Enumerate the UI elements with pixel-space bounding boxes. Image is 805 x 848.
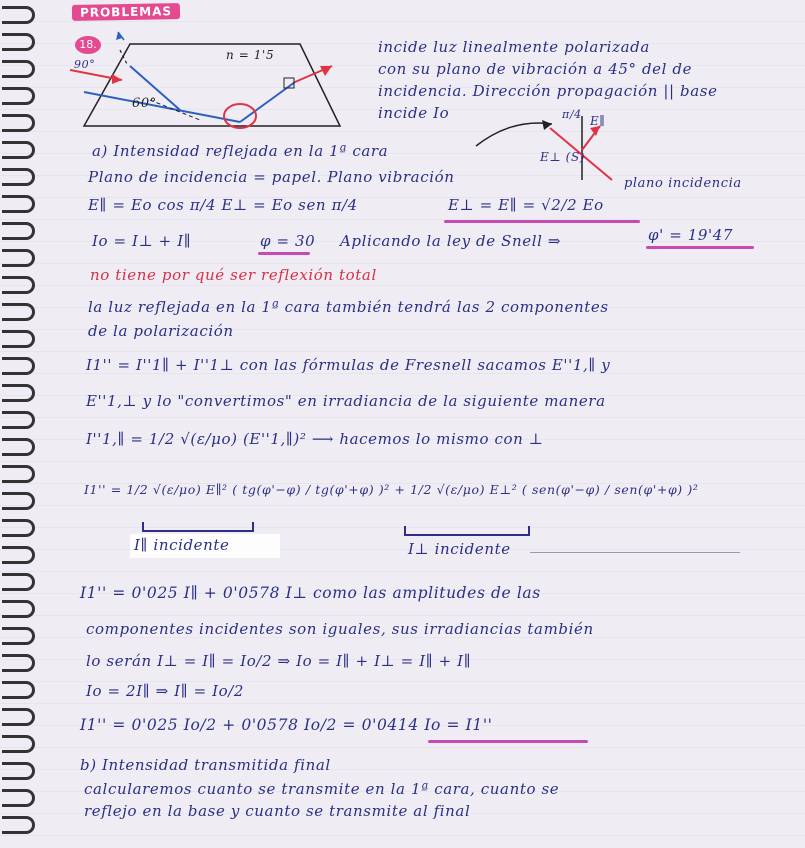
spiral-ring <box>2 33 35 51</box>
underline-phiprime <box>646 246 754 249</box>
line-plano: Plano de incidencia = papel. Plano vibración <box>88 168 455 186</box>
line-io-2: Io = 2I∥ ⇒ I∥ = Io/2 <box>86 682 245 700</box>
spiral-ring <box>2 438 35 456</box>
plano-label: plano incidencia <box>624 176 742 191</box>
spiral-ring <box>2 573 35 591</box>
bracket-par <box>142 522 254 532</box>
line-I1: I1'' = I''1∥ + I''1⊥ con las fórmulas de Fresnell sacamos E''1,∥ y <box>86 356 611 374</box>
spiral-ring <box>2 87 35 105</box>
intro-line-2: con su plano de vibración a 45° del de <box>378 60 693 78</box>
spiral-ring <box>2 654 35 672</box>
spiral-ring <box>2 168 35 186</box>
spiral-ring <box>2 681 35 699</box>
spiral-ring <box>2 789 35 807</box>
underline-phi <box>258 252 310 255</box>
line-b: b) Intensidad transmitida final <box>80 756 331 774</box>
angle-90-label: 90° <box>74 58 96 71</box>
line-reflejo: reflejo en la base y cuanto se transmite al final <box>84 802 471 820</box>
spiral-ring <box>2 762 35 780</box>
spiral-ring <box>2 411 35 429</box>
bracket-perp <box>404 526 530 536</box>
line-result: I1'' = 0'025 I∥ + 0'0578 I⊥ como las amplitudes de las <box>80 584 541 602</box>
line-phiprime: φ' = 19'47 <box>648 226 734 244</box>
spiral-ring <box>2 816 35 834</box>
spiral-ring <box>2 303 35 321</box>
line-components-equal: componentes incidentes son iguales, sus irradiancias también <box>86 620 594 638</box>
label-par-incident: I∥ incidente <box>134 536 230 554</box>
line-io: Io = I⊥ + I∥ <box>92 232 192 250</box>
spiral-ring <box>2 708 35 726</box>
line-fresnel: I1'' = 1/2 √(ε/μo) E∥² ( tg(φ'−φ) / tg(φ'+φ) )² + 1/2 √(ε/μo) E⊥² ( sen(φ'−φ) / sen(φ'+φ) )² <box>84 482 699 497</box>
spiral-ring <box>2 141 35 159</box>
spiral-ring <box>2 465 35 483</box>
line-final-a: I1'' = 0'025 Io/2 + 0'0578 Io/2 = 0'0414 Io = I1'' <box>80 716 493 734</box>
line-calcularemos: calcularemos cuanto se transmite en la 1ª cara, cuanto se <box>84 780 560 798</box>
spiral-ring <box>2 6 35 24</box>
spiral-ring <box>2 735 35 753</box>
line-convertimos: E''1,⊥ y lo "convertimos" en irradiancia de la siguiente manera <box>86 392 606 410</box>
pi4-label: π/4 <box>562 108 582 121</box>
line-eperp-epar: E⊥ = E∥ = √2/2 Eo <box>448 196 604 214</box>
spiral-ring <box>2 600 35 618</box>
spiral-ring <box>2 330 35 348</box>
spiral-binding <box>0 0 42 848</box>
epar-label: E∥ <box>590 114 606 128</box>
section-tag: PROBLEMAS <box>72 3 180 21</box>
spiral-ring <box>2 195 35 213</box>
eperp-label: E⊥ (S) <box>540 150 586 164</box>
underline-final <box>428 740 588 743</box>
line-irradiance: I''1,∥ = 1/2 √(ε/μo) (E''1,∥)² ⟶ hacemos lo mismo con ⊥ <box>86 430 544 448</box>
line-snell: Aplicando la ley de Snell ⇒ <box>340 232 562 250</box>
line-note: no tiene por qué ser reflexión total <box>90 266 377 284</box>
line-loseran: lo serán I⊥ = I∥ = Io/2 ⇒ Io = I∥ + I⊥ = I∥ + I∥ <box>86 652 472 670</box>
spiral-ring <box>2 60 35 78</box>
index-label: n = 1'5 <box>226 48 275 62</box>
angle-60-label: 60° <box>132 96 157 111</box>
spiral-ring <box>2 114 35 132</box>
spiral-ring <box>2 384 35 402</box>
problem-number: 18. <box>75 36 101 54</box>
spiral-ring <box>2 546 35 564</box>
spiral-ring <box>2 627 35 645</box>
intro-line-3: incidencia. Dirección propagación || base <box>378 82 718 100</box>
line-a: a) Intensidad reflejada en la 1ª cara <box>92 142 389 160</box>
spiral-ring <box>2 519 35 537</box>
line-components: E∥ = Eo cos π/4 E⊥ = Eo sen π/4 <box>88 196 358 214</box>
intro-line-1: incide luz linealmente polarizada <box>378 38 650 56</box>
line-reflected: la luz reflejada en la 1ª cara también tendrá las 2 componentes <box>88 298 609 316</box>
line-polarizacion: de la polarización <box>88 322 234 340</box>
underline-1 <box>444 220 640 223</box>
intro-line-4: incide Io <box>378 104 450 122</box>
label-perp-incident: I⊥ incidente <box>408 540 511 558</box>
spiral-ring <box>2 276 35 294</box>
spiral-ring <box>2 357 35 375</box>
spiral-ring <box>2 249 35 267</box>
line-phi: φ = 30 <box>260 232 316 250</box>
prism-diagram <box>70 30 350 150</box>
separator <box>530 552 740 553</box>
spiral-ring <box>2 222 35 240</box>
spiral-ring <box>2 492 35 510</box>
